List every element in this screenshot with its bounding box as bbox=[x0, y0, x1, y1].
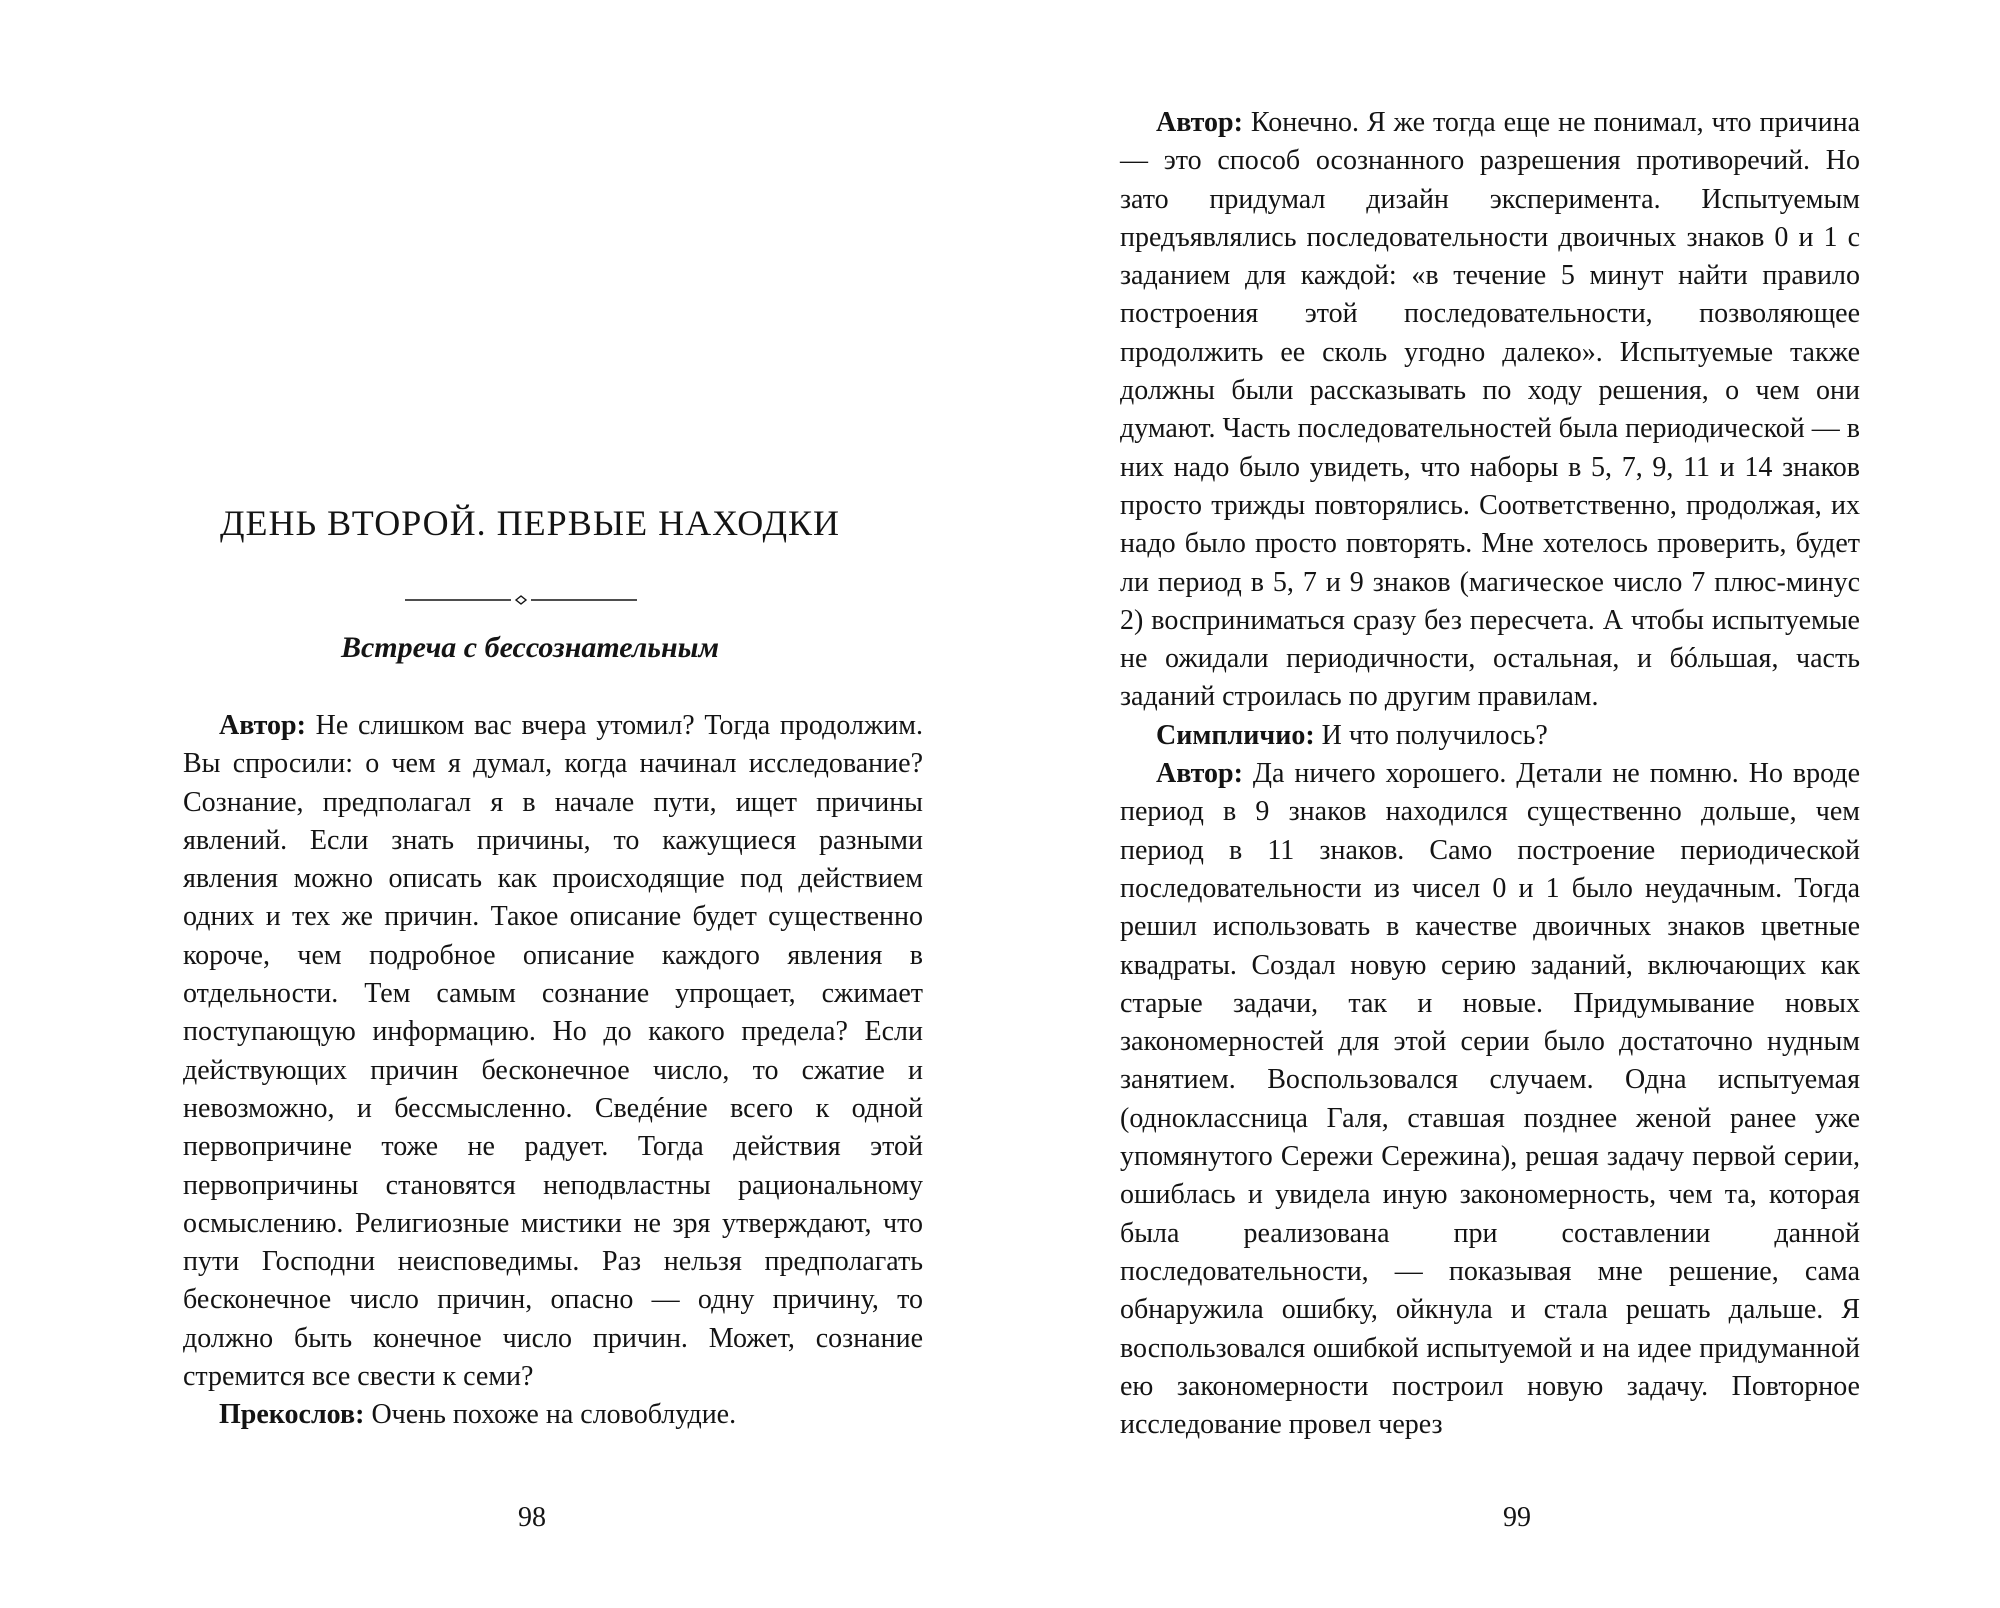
page-number: 99 bbox=[1503, 1502, 1531, 1533]
paragraph bbox=[183, 1396, 923, 1434]
ornamental-divider-icon bbox=[405, 594, 637, 606]
speaker-name: Прекослов: bbox=[219, 1399, 365, 1431]
page-number: 98 bbox=[518, 1502, 546, 1533]
speaker-name: Автор: bbox=[1156, 107, 1243, 138]
speaker-name: Автор: bbox=[1156, 758, 1243, 790]
paragraph bbox=[1120, 755, 1860, 1444]
section-title: Встреча с бессознательным bbox=[340, 631, 720, 664]
paragraph-text: Да ничего хорошего. Детали не помню. Но вроде период в 9 знаков находился существенно дольше, чем период в 11 знаков. Само построение периодической последовательности из чисел 0 и 1 было неудачным. Тогда решил использовать в качестве двоичных знаков цветные квадраты. Создал новую серию заданий, включающих как старые задачи, так и новые. Придумывание новых закономерностей для этой серии было достаточно нудным занятием. Воспользовался случаем. Одна испытуемая (одноклассница Галя, ставшая позднее женой ранее уже упомянутого Сережи Сережина), решая задачу первой серии, ошиблась и увидела иную закономерность, чем та, которая была реализована при составлении данной последовательности, — показывая мне решение, сама обнаружила ошибку, ойкнула и стала решать дальше. Я воспользовался ошибкой испытуемой и на идее придуманной ею закономерности построил новую задачу. Повторное исследование провел через bbox=[1120, 758, 1860, 1441]
paragraph-text: И что получилось? bbox=[1314, 719, 1548, 751]
paragraph-text: Очень похоже на словоблудие. bbox=[364, 1399, 737, 1431]
right-page bbox=[1000, 0, 2000, 1608]
paragraph-text: Не слишком вас вчера утомил? Тогда продолжим. Вы спросили: о чем я думал, когда начинал исследование? Сознание, предполагал я в начале пути, ищет причины явлений. Если знать причины, то кажущиеся разными явления можно описать как происходящие под действием одних и тех же причин. Такое описание будет существенно короче, чем подробное описание каждого явления в отдельности. Тем самым сознание упрощает, сжимает поступающую информацию. Но до какого предела? Если действующих причин бесконечное число, то сжатие и невозможно, и бессмысленно. Сведéние всего к одной первопричине тоже не радует. Тогда действия этой первопричины становятся неподвластны рациональному осмыслению. Религиозные мистики не зря утверждают, что пути Господни неисповедимы. Раз нельзя предполагать бесконечное число причин, опасно — одну причину, то должно быть конечное число причин. Может, сознание стремится все свести к семи? bbox=[183, 710, 923, 1393]
speaker-name: Автор: bbox=[219, 710, 306, 741]
paragraph bbox=[183, 707, 923, 1396]
speaker-name: Симпличио: bbox=[1156, 719, 1315, 751]
paragraph bbox=[1120, 717, 1860, 755]
left-page-body bbox=[183, 707, 923, 1435]
paragraph-text: Конечно. Я же тогда еще не понимал, что причина — это способ осознанного разрешения противоречий. Но зато придумал дизайн эксперимента. Испытуемым предъявлялись последовательности двоичных знаков 0 и 1 с заданием для каждой: «в течение 5 минут найти правило построения этой последовательности, позволяющее продолжить ее сколь угодно далеко». Испытуемые также должны были рассказывать по ходу решения, о чем они думают. Часть последовательностей была периодической — в них надо было увидеть, что наборы в 5, 7, 9, 11 и 14 знаков просто трижды повторялись. Соответственно, продолжая, их надо было просто повторять. Мне хотелось проверить, будет ли период в 5, 7 и 9 знаков (магическое число 7 плюс-минус 2) восприниматься сразу без пересчета. А чтобы испытуемые не ожидали периодичности, остальная, и бóльшая, часть заданий строилась по другим правилам. bbox=[1120, 107, 1860, 713]
paragraph bbox=[1120, 104, 1860, 717]
right-page-body bbox=[1120, 104, 1860, 1444]
chapter-title: ДЕНЬ ВТОРОЙ. ПЕРВЫЕ НАХОДКИ bbox=[219, 503, 841, 543]
